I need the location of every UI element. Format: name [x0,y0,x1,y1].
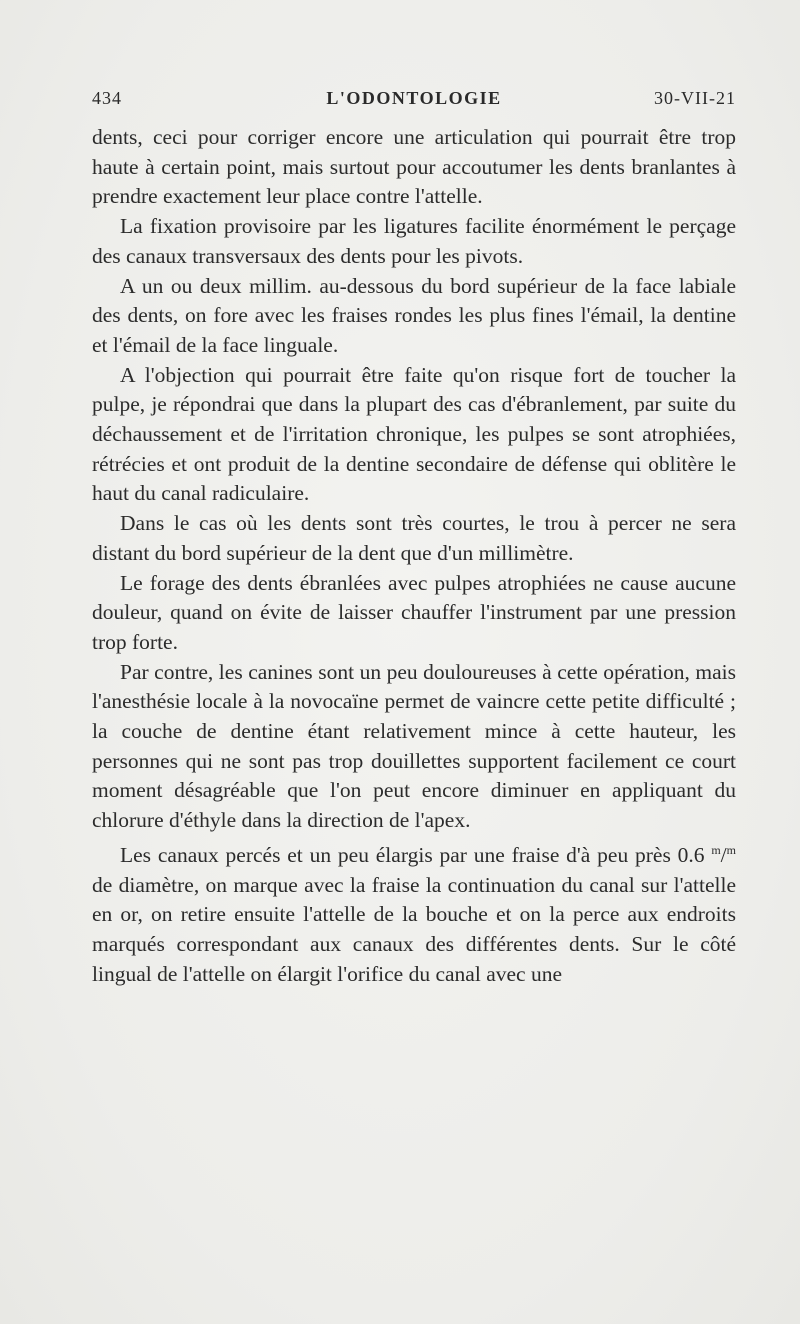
paragraph-4: A l'objection qui pourrait être faite qu'on risque fort de toucher la pulpe, je répondrai que dans la plupart des cas d'ébranlement, par suite du déchaussement et de l'irritation chronique, les pulpes se sont atrophiées, rétrécies et ont produit de la dentine secondaire de défense qui oblitère le haut du canal radiculaire. [92,362,736,506]
paragraph-8-start: Les canaux percés et un peu élargis par une fraise d'à peu près 0.6 [120,842,712,867]
paragraph-1: dents, ceci pour corriger encore une articulation qui pourrait être trop haute à certain point, mais surtout pour accoutumer les dents branlantes à prendre exactement leur place contre l'attelle. [92,125,736,209]
running-header [92,88,736,116]
paragraph-8 [92,836,736,990]
paragraph-5: Dans le cas où les dents sont très courtes, le trou à percer ne sera distant du bord supérieur de la dent que d'un millimètre. [92,511,736,565]
unit-slash: / [720,842,727,867]
page-number: 434 [92,88,122,108]
paragraph-3: A un ou deux millim. au-dessous du bord supérieur de la face labiale des dents, on fore avec les fraises rondes les plus fines l'émail, la dentine et l'émail de la face linguale. [92,273,736,357]
paragraph-8-end: de diamètre, on marque avec la fraise la continuation du canal sur l'attelle en or, on retire ensuite l'attelle de la bouche et on la perce aux endroits marqués correspondant aux canaux des différentes dents. Sur le côté lingual de l'attelle on élargit l'orifice du canal avec une [92,872,736,986]
paragraph-7: Par contre, les canines sont un peu douloureuses à cette opération, mais l'anesthésie locale à la novocaïne permet de vaincre cette petite difficulté ; la couche de dentine étant relativement mince à cette hauteur, les personnes qui ne sont pas trop douillettes supportent facilement ce court moment désagréable que l'on peut encore diminuer en appliquant du chlorure d'éthyle dans la direction de l'apex. [92,659,736,833]
unit-superscript-m2: m [726,842,736,857]
body-text [92,123,736,989]
paragraph-2: La fixation provisoire par les ligatures facilite énormément le perçage des canaux transversaux des dents pour les pivots. [92,214,736,268]
paragraph-6: Le forage des dents ébranlées avec pulpes atrophiées ne cause aucune douleur, quand on évite de laisser chauffer l'instrument par une pression trop forte. [92,570,736,654]
unit-superscript-m1: m [711,842,721,857]
issue-date: 30-VII-21 [654,88,736,108]
running-title: L'ODONTOLOGIE [326,88,502,108]
